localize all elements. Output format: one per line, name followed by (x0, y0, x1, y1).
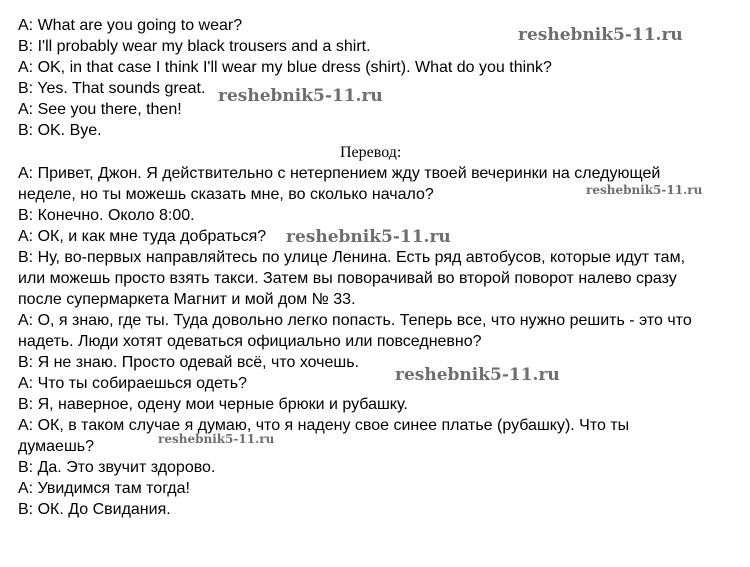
translation-line: надеть. Люди хотят одеваться официально или повседневно? (18, 333, 482, 350)
dialogue-line: A: See you there, then! (18, 101, 182, 118)
translation-line: А: Привет, Джон. Я действительно с нетерпением жду твоей вечеринки на следующей (18, 165, 661, 182)
dialogue-line: A: OK, in that case I think I'll wear my blue dress (shirt). What do you think? (18, 59, 552, 76)
watermark: reshebnik5-11.ru (218, 86, 383, 106)
translation-line: или можешь просто взять такси. Затем вы поворачивай во второй поворот налево сразу (18, 270, 677, 287)
dialogue-line: B: Yes. That sounds great. (18, 80, 206, 97)
watermark: reshebnik5-11.ru (395, 365, 560, 385)
translation-line: А: ОК, и как мне туда добраться? (18, 228, 267, 245)
translation-heading: Перевод: (340, 144, 402, 161)
translation-line: В: Конечно. Около 8:00. (18, 207, 195, 224)
translation-line: думаешь? (18, 438, 95, 455)
translation-line: В: Я, наверное, одену мои черные брюки и рубашку. (18, 396, 408, 413)
dialogue-line: B: OK. Bye. (18, 122, 102, 139)
watermark: reshebnik5-11.ru (518, 25, 683, 45)
translation-line: неделе, но ты можешь сказать мне, во сколько начало? (18, 186, 434, 203)
translation-line: В: ОК. До Свидания. (18, 501, 171, 518)
dialogue-line: A: What are you going to wear? (18, 17, 243, 34)
watermark: reshebnik5-11.ru (586, 183, 703, 197)
translation-line: А: Увидимся там тогда! (18, 480, 190, 497)
dialogue-line: B: I'll probably wear my black trousers and a shirt. (18, 38, 371, 55)
translation-line: В: Ну, во-первых направляйтесь по улице Ленина. Есть ряд автобусов, которые идут там, (18, 249, 686, 266)
watermark: reshebnik5-11.ru (158, 432, 275, 446)
translation-line: А: О, я знаю, где ты. Туда довольно легко попасть. Теперь все, что нужно решить - это что (18, 312, 692, 329)
translation-line: В: Да. Это звучит здорово. (18, 459, 216, 476)
watermark: reshebnik5-11.ru (286, 227, 451, 247)
translation-line: А: Что ты собираешься одеть? (18, 375, 247, 392)
translation-line: В: Я не знаю. Просто одевай всё, что хочешь. (18, 354, 360, 371)
translation-line: А: ОК, в таком случае я думаю, что я надену свое синее платье (рубашку). Что ты (18, 417, 630, 434)
translation-line: после супермаркета Магнит и мой дом № 33. (18, 291, 356, 308)
